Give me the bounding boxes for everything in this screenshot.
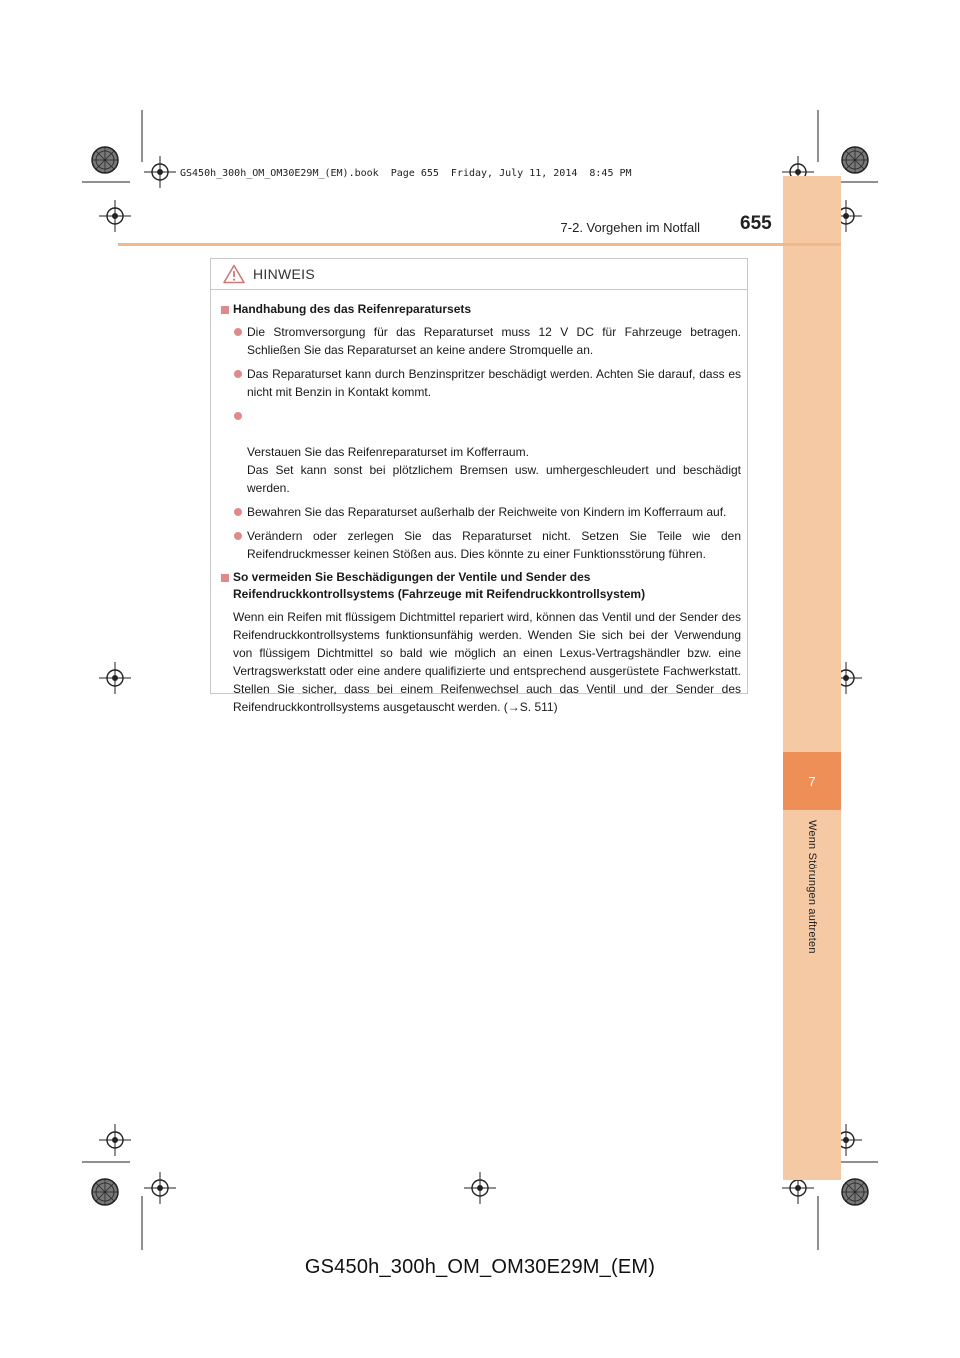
list-item: Verstauen Sie das Reifenreparaturset im Kofferraum. Das Set kann sonst bei plötzlichem Bremsen usw. umhergeschleudert und beschädigt werden. bbox=[217, 407, 741, 497]
warning-triangle-icon bbox=[223, 264, 245, 284]
chapter-number-tab: 7 bbox=[783, 752, 841, 810]
section-paragraph: Wenn ein Reifen mit flüssigem Dichtmittel repariert wird, können das Ventil und der Sender des Reifendruckkontrollsystems funktionsunfähig werden. Wenden Sie sich bei der Verwendung von flüssigem Dichtmittel so bald wie möglich an einen Lexus-Vertragshändler bzw. eine Vertragswerkstatt oder eine andere qualifizierte und entsprechend ausgerüstete Fachwerkstatt. Stellen Sie sicher, dass bei einem Reifenwechsel auch das Ventil und der Sender des Reifendruckkontrollsystems ausgetauscht werden. (→S. 511) bbox=[233, 610, 741, 714]
side-chapter-strip bbox=[783, 176, 841, 1180]
notice-title: HINWEIS bbox=[253, 266, 315, 282]
list-item: Die Stromversorgung für das Reparaturset muss 12 V DC für Fahrzeuge betragen. Schließen Sie das Reparaturset an keine andere Stromquelle an. bbox=[217, 323, 741, 359]
round-bullet-icon bbox=[234, 508, 242, 516]
notice-body bbox=[211, 295, 747, 716]
notice-section-handling bbox=[217, 301, 741, 563]
list-item: Bewahren Sie das Reparaturset außerhalb der Reichweite von Kindern im Kofferraum auf. bbox=[217, 503, 741, 521]
printer-info-line: GS450h_300h_OM_OM30E29M_(EM).book Page 655 Friday, July 11, 2014 8:45 PM bbox=[180, 168, 632, 179]
section-heading: Handhabung des das Reifenreparatursets bbox=[217, 301, 741, 318]
page-number: 655 bbox=[740, 213, 772, 234]
chapter-label: Wenn Störungen auftreten bbox=[806, 820, 818, 954]
list-item: Verändern oder zerlegen Sie das Reparaturset nicht. Setzen Sie Teile wie den Reifendruckmesser keinen Stößen aus. Dies könnte zu einer Funktionsstörung führen. bbox=[217, 527, 741, 563]
section-title: 7-2. Vorgehen im Notfall bbox=[560, 220, 700, 235]
square-bullet-icon bbox=[221, 306, 229, 314]
round-bullet-icon bbox=[234, 532, 242, 540]
section-heading: So vermeiden Sie Beschädigungen der Ventile und Sender des Reifendruckkontrollsystems (Fahrzeuge mit Reifendruckkontrollsystem) bbox=[217, 569, 741, 603]
list-item: Das Reparaturset kann durch Benzinspritzer beschädigt werden. Achten Sie darauf, dass es nicht mit Benzin in Kontakt kommt. bbox=[217, 365, 741, 401]
round-bullet-icon bbox=[234, 370, 242, 378]
square-bullet-icon bbox=[221, 574, 229, 582]
round-bullet-icon bbox=[234, 328, 242, 336]
round-bullet-icon bbox=[234, 412, 242, 420]
header-rule bbox=[118, 243, 841, 246]
notice-box bbox=[210, 258, 748, 714]
document-code: GS450h_300h_OM_OM30E29M_(EM) bbox=[304, 1256, 656, 1278]
notice-header bbox=[211, 259, 747, 290]
notice-section-valves bbox=[217, 569, 741, 716]
